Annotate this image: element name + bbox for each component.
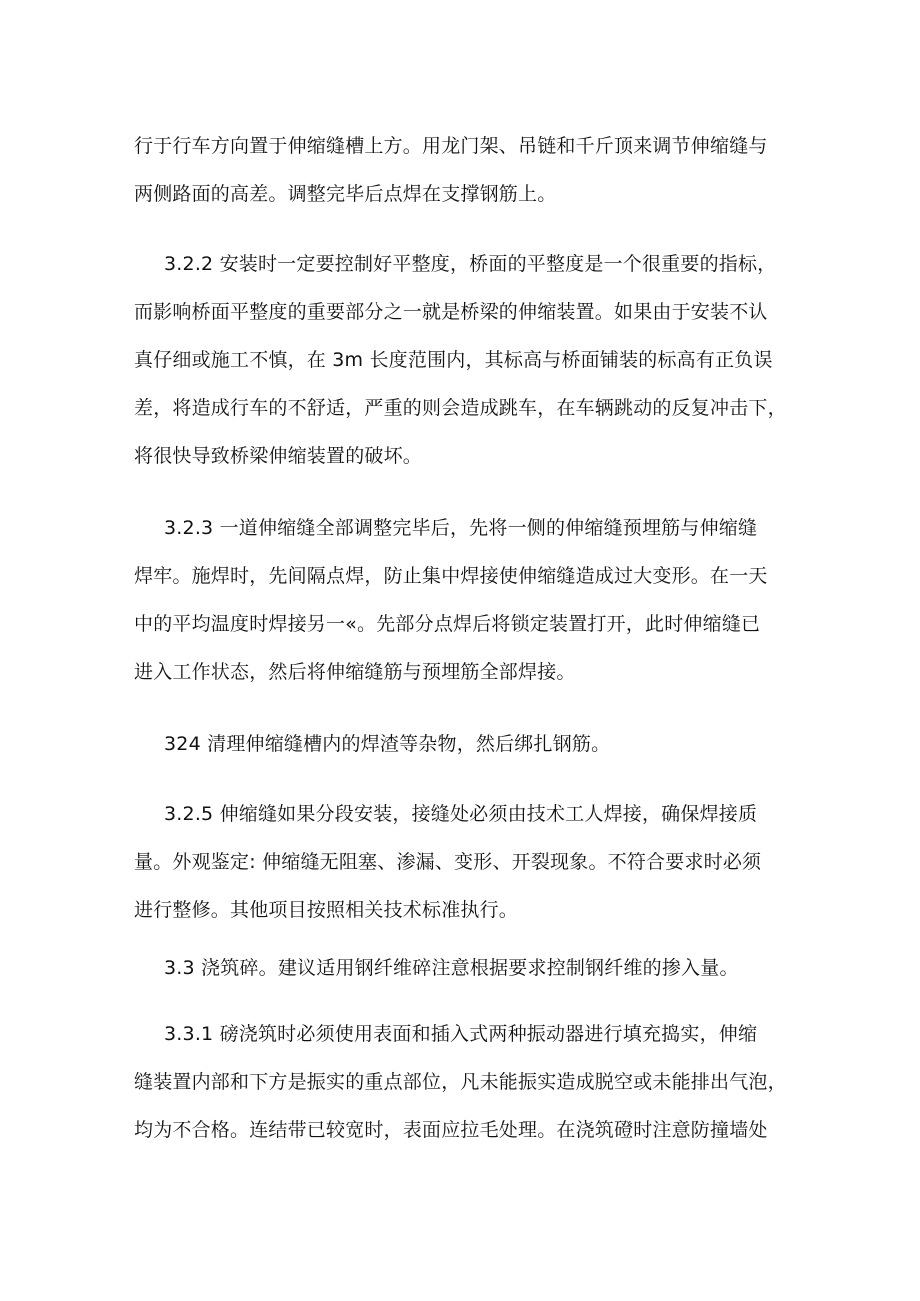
section-3-2-5-line: 3.2.5 伸缩缝如果分段安装，接缝处必须由技术工人焊接，确保焊接质 <box>164 803 758 825</box>
text-line: 量。外观鉴定: 伸缩缝无阻塞、渗漏、变形、开裂现象。不符合要求时必须 <box>134 851 762 873</box>
section-3-3-1-line: 3.3.1 磅浇筑时必须使用表面和插入式两种振动器进行填充捣实，伸缩 <box>164 1023 758 1045</box>
text-line: 行于行车方向置于伸缩缝槽上方。用龙门架、吊链和千斤顶来调节伸缩缝与 <box>134 135 768 157</box>
text-line: 均为不合格。连结带已较宽时，表面应拉毛处理。在浇筑磴时注意防撞墙处 <box>134 1119 768 1141</box>
text-line: 焊牢。施焊时，先间隔点焊，防止集中焊接使伸缩缝造成过大变形。在一天 <box>134 565 768 587</box>
text-line: 进行整修。其他项目按照相关技术标准执行。 <box>134 899 519 921</box>
text-line: 而影响桥面平整度的重要部分之一就是桥梁的伸缩装置。如果由于安装不认 <box>134 301 768 323</box>
section-3-2-4-line: 324 清理伸缩缝槽内的焊渣等杂物，然后绑扎钢筋。 <box>164 733 611 755</box>
text-line: 中的平均温度时焊接另一«。先部分点焊后将锁定装置打开，此时伸缩缝已 <box>134 613 761 635</box>
text-line: 进入工作状态，然后将伸缩缝筋与预埋筋全部焊接。 <box>134 661 576 683</box>
section-3-2-3-line: 3.2.3 一道伸缩缝全部调整完毕后，先将一侧的伸缩缝预埋筋与伸缩缝 <box>164 517 758 539</box>
text-line: 两侧路面的高差。调整完毕后点焊在支撑钢筋上。 <box>134 183 557 205</box>
text-line: 缝装置内部和下方是振实的重点部位，凡未能振实造成脱空或未能排出气泡， <box>134 1071 787 1093</box>
text-line: 真仔细或施工不慎，在 3m 长度范围内，其标高与桥面铺装的标高有正负误 <box>134 349 773 371</box>
section-3-2-2-line: 3.2.2 安装时一定要控制好平整度，桥面的平整度是一个很重要的指标， <box>164 253 777 275</box>
text-line: 将很快导致桥梁伸缩装置的破坏。 <box>134 445 423 467</box>
text-line: 差，将造成行车的不舒适，严重的则会造成跳车，在车辆跳动的反复冲击下， <box>134 397 787 419</box>
section-3-3-line: 3.3 浇筑碎。建议适用钢纤维碎注意根据要求控制钢纤维的掺入量。 <box>164 957 739 979</box>
